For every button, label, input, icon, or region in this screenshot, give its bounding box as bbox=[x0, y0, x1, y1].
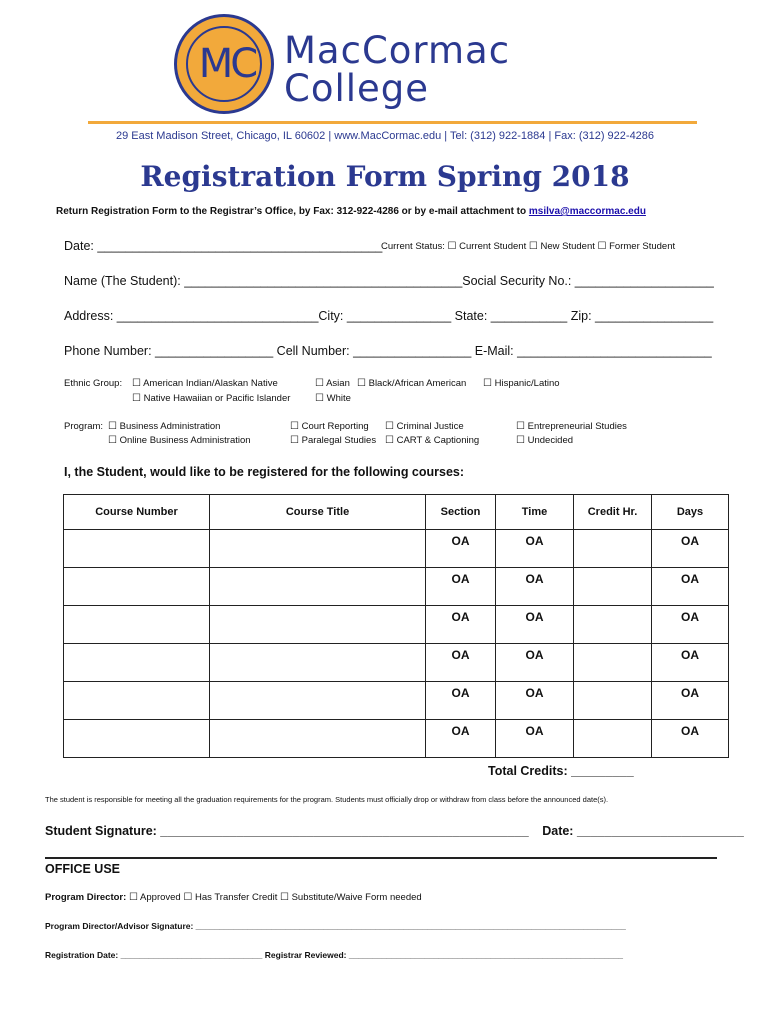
days-cell[interactable]: OA bbox=[652, 682, 729, 720]
days-cell[interactable]: OA bbox=[652, 568, 729, 606]
table-row bbox=[64, 530, 729, 568]
courses-heading: I, the Student, would like to be registered for the following courses: bbox=[64, 465, 465, 479]
registration-date-row bbox=[45, 950, 623, 960]
signature-date-field[interactable]: Date: ________________________ bbox=[542, 824, 744, 838]
credit-hr-cell[interactable] bbox=[574, 568, 652, 606]
days-cell[interactable]: OA bbox=[652, 530, 729, 568]
course-number-cell[interactable] bbox=[64, 606, 210, 644]
column-header: Days bbox=[652, 495, 729, 530]
graduation-note: The student is responsible for meeting all the graduation requirements for the program. Students must officially drop or withdraw from class before the announced date(s). bbox=[45, 795, 609, 804]
time-cell[interactable]: OA bbox=[496, 720, 574, 758]
college-address: 29 East Madison Street, Chicago, IL 60602 | www.MacCormac.edu | Tel: (312) 922-1884 | Fax: (312) 922-4286 bbox=[115, 130, 655, 142]
section-cell[interactable]: OA bbox=[426, 720, 496, 758]
program-option-undecided[interactable]: ☐ Undecided bbox=[516, 435, 574, 446]
course-title-cell[interactable] bbox=[210, 644, 426, 682]
table-row bbox=[64, 644, 729, 682]
checkbox-transfer-credit[interactable]: ☐ bbox=[183, 892, 193, 903]
checkbox-former-student[interactable]: ☐ bbox=[597, 241, 607, 252]
office-use-title: OFFICE USE bbox=[45, 862, 121, 876]
office-divider bbox=[45, 857, 717, 859]
program-option-business-admin[interactable]: ☐ Business Administration bbox=[108, 421, 221, 432]
student-signature-field[interactable]: Student Signature: _____________________________________________________ bbox=[45, 824, 529, 838]
course-title-cell[interactable] bbox=[210, 530, 426, 568]
time-cell[interactable]: OA bbox=[496, 606, 574, 644]
logo-monogram: MC bbox=[198, 41, 256, 87]
course-number-cell[interactable] bbox=[64, 682, 210, 720]
ethnic-option-white[interactable]: ☐ White bbox=[315, 393, 351, 404]
date-field[interactable]: Date: _________________________________________ bbox=[64, 239, 383, 253]
column-header: Section bbox=[426, 495, 496, 530]
program-option-court-reporting[interactable]: ☐ Court Reporting bbox=[290, 421, 369, 432]
section-cell[interactable]: OA bbox=[426, 606, 496, 644]
table-row bbox=[64, 568, 729, 606]
days-cell[interactable]: OA bbox=[652, 644, 729, 682]
address-field[interactable]: Address: _____________________________City: _______________ State: ___________ Zip: _________________ bbox=[64, 309, 714, 323]
program-director-row: Program Director: ☐ Approved ☐ Has Transfer Credit ☐ Substitute/Waive Form needed bbox=[45, 892, 422, 903]
credit-hr-cell[interactable] bbox=[574, 644, 652, 682]
checkbox-substitute-waive[interactable]: ☐ bbox=[279, 892, 289, 903]
courses-table bbox=[63, 494, 729, 758]
checkbox-current-student[interactable]: ☐ bbox=[447, 241, 457, 252]
program-label: Program: bbox=[64, 421, 104, 432]
table-row bbox=[64, 606, 729, 644]
course-title-cell[interactable] bbox=[210, 606, 426, 644]
credit-hr-cell[interactable] bbox=[574, 720, 652, 758]
logo-emblem bbox=[174, 14, 274, 114]
course-number-cell[interactable] bbox=[64, 644, 210, 682]
course-title-cell[interactable] bbox=[210, 720, 426, 758]
page-title: Registration Form Spring 2018 bbox=[140, 160, 630, 193]
column-header: Credit Hr. bbox=[574, 495, 652, 530]
column-header: Course Title bbox=[210, 495, 426, 530]
checkbox-new-student[interactable]: ☐ bbox=[528, 241, 538, 252]
table-row bbox=[64, 682, 729, 720]
time-cell[interactable]: OA bbox=[496, 682, 574, 720]
days-cell[interactable]: OA bbox=[652, 606, 729, 644]
registrar-reviewed-field[interactable]: Registrar Reviewed: __________________________________________________________ bbox=[264, 950, 624, 960]
ethnic-option-american-indian[interactable]: ☐ American Indian/Alaskan Native bbox=[132, 378, 278, 389]
checkbox-approved[interactable]: ☐ bbox=[128, 892, 138, 903]
column-header: Course Number bbox=[64, 495, 210, 530]
ethnic-option-black[interactable]: ☐ Black/African American bbox=[357, 378, 467, 389]
name-ssn-field[interactable]: Name (The Student): ________________________________________Social Security No.: ____________________ bbox=[64, 274, 714, 288]
course-number-cell[interactable] bbox=[64, 530, 210, 568]
course-number-cell[interactable] bbox=[64, 720, 210, 758]
ethnic-option-pacific-islander[interactable]: ☐ Native Hawaiian or Pacific Islander bbox=[132, 393, 291, 404]
header-divider bbox=[88, 121, 697, 124]
ethnic-group-label: Ethnic Group: bbox=[64, 378, 123, 389]
table-row bbox=[64, 720, 729, 758]
course-title-cell[interactable] bbox=[210, 682, 426, 720]
total-credits[interactable]: Total Credits: _________ bbox=[488, 764, 634, 778]
credit-hr-cell[interactable] bbox=[574, 606, 652, 644]
college-logo bbox=[172, 12, 592, 122]
college-name: MacCormac College bbox=[284, 29, 511, 110]
program-option-online-business[interactable]: ☐ Online Business Administration bbox=[108, 435, 251, 446]
time-cell[interactable]: OA bbox=[496, 568, 574, 606]
section-cell[interactable]: OA bbox=[426, 568, 496, 606]
days-cell[interactable]: OA bbox=[652, 720, 729, 758]
return-instructions: Return Registration Form to the Registrar’s Office, by Fax: 312-922-4286 or by e-mail attachment to msilva@maccormac.edu bbox=[56, 206, 646, 217]
course-title-cell[interactable] bbox=[210, 568, 426, 606]
credit-hr-cell[interactable] bbox=[574, 682, 652, 720]
credit-hr-cell[interactable] bbox=[574, 530, 652, 568]
time-cell[interactable]: OA bbox=[496, 530, 574, 568]
course-number-cell[interactable] bbox=[64, 568, 210, 606]
ethnic-option-hispanic[interactable]: ☐ Hispanic/Latino bbox=[483, 378, 560, 389]
program-option-criminal-justice[interactable]: ☐ Criminal Justice bbox=[385, 421, 464, 432]
phone-field[interactable]: Phone Number: _________________ Cell Number: _________________ E-Mail: ____________________________ bbox=[64, 344, 712, 358]
student-signature-row bbox=[45, 824, 744, 838]
registration-date-field[interactable]: Registration Date: ______________________________ bbox=[45, 950, 263, 960]
table-header-row bbox=[64, 495, 729, 530]
section-cell[interactable]: OA bbox=[426, 682, 496, 720]
program-option-cart[interactable]: ☐ CART & Captioning bbox=[385, 435, 480, 446]
advisor-signature-field[interactable]: Program Director/Advisor Signature: ___________________________________________________________________________________________ bbox=[45, 921, 626, 931]
program-option-entrepreneurial[interactable]: ☐ Entrepreneurial Studies bbox=[516, 421, 627, 432]
time-cell[interactable]: OA bbox=[496, 644, 574, 682]
section-cell[interactable]: OA bbox=[426, 530, 496, 568]
registrar-email-link[interactable]: msilva@maccormac.edu bbox=[528, 206, 646, 217]
program-option-paralegal[interactable]: ☐ Paralegal Studies bbox=[290, 435, 377, 446]
section-cell[interactable]: OA bbox=[426, 644, 496, 682]
ethnic-option-asian[interactable]: ☐ Asian bbox=[315, 378, 350, 389]
current-status: Current Status: ☐ Current Student ☐ New Student ☐ Former Student bbox=[381, 241, 676, 252]
column-header: Time bbox=[496, 495, 574, 530]
